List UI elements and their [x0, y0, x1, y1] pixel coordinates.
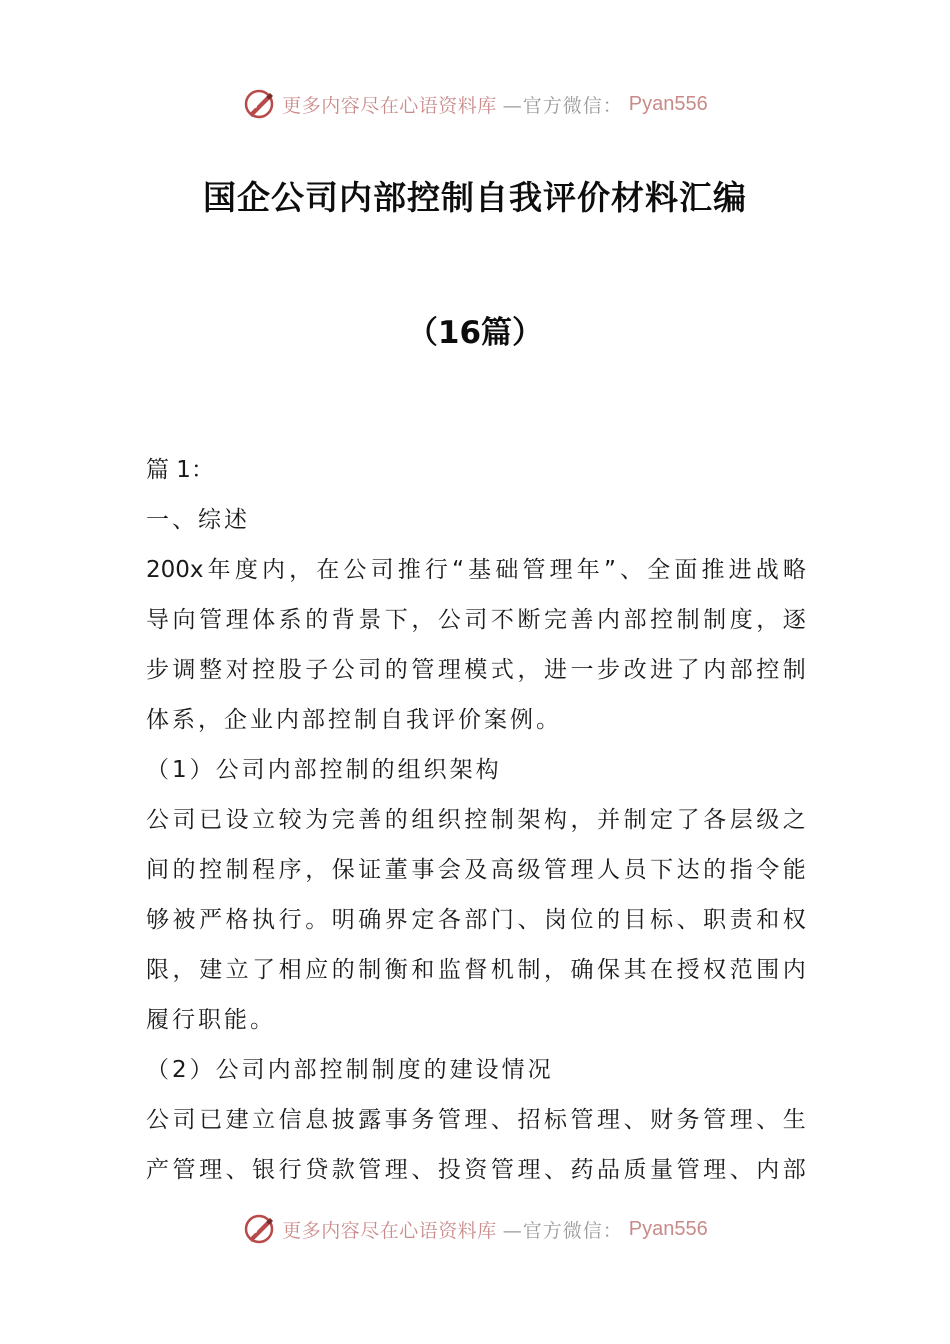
footer-watermark — [0, 1207, 950, 1251]
document-body — [146, 445, 806, 1195]
pen-circle-logo-icon — [242, 1212, 276, 1246]
paragraph-line: 限 ， 建 立 了 相 应 的 制 衡 和 监 督 机 制 ， 确 保 其 在 授 权 范 围 内 — [146, 957, 806, 983]
paragraph-line: 导 向 管 理 体 系 的 背 景 下 ， 公 司 不 断 完 善 内 部 控 制 制 度 ， 逐 — [146, 607, 806, 633]
section-heading: 一、综述 — [146, 507, 250, 533]
paragraph-line: 公 司 已 建 立 信 息 披 露 事 务 管 理 、 招 标 管 理 、 财 务 管 理 、 生 — [146, 1107, 806, 1133]
pen-circle-logo-icon — [242, 87, 276, 121]
watermark-wechat-id: Pyan556 — [628, 92, 708, 115]
watermark-wechat-id: Pyan556 — [628, 1217, 708, 1240]
watermark-brand-text: 更多内容尽在心语资料库 — [282, 94, 497, 117]
section-heading: 篇 1： — [146, 457, 214, 483]
subsection-heading: （1）公司内部控制的组织架构 — [146, 757, 502, 783]
document-title: 国企公司内部控制自我评价材料汇编 — [203, 178, 747, 217]
document-subtitle: （16篇） — [406, 315, 544, 351]
paragraph-line: 体系，企业内部控制自我评价案例。 — [146, 707, 562, 733]
paragraph-line: 够 被 严 格 执 行 。 明 确 界 定 各 部 门 、 岗 位 的 目 标 、 职 责 和 权 — [146, 907, 806, 933]
watermark-official-text: —官方微信： — [502, 94, 623, 117]
paragraph-line: 公 司 已 设 立 较 为 完 善 的 组 织 控 制 架 构 ， 并 制 定 了 各 层 级 之 — [146, 807, 806, 833]
subsection-heading: （2）公司内部控制制度的建设情况 — [146, 1057, 554, 1083]
paragraph-line: 200x 年 度 内 ， 在 公 司 推 行 “ 基 础 管 理 年 ” 、 全 面 推 进 战 略 — [146, 557, 806, 583]
paragraph-line: 间 的 控 制 程 序 ， 保 证 董 事 会 及 高 级 管 理 人 员 下 达 的 指 令 能 — [146, 857, 806, 883]
watermark-brand-text: 更多内容尽在心语资料库 — [282, 1219, 497, 1242]
paragraph-line: 履行职能。 — [146, 1007, 276, 1033]
watermark-official-text: —官方微信： — [502, 1219, 623, 1242]
header-watermark — [0, 82, 950, 126]
paragraph-line: 产 管 理 、 银 行 贷 款 管 理 、 投 资 管 理 、 药 品 质 量 管 理 、 内 部 — [146, 1157, 806, 1183]
paragraph-line: 步 调 整 对 控 股 子 公 司 的 管 理 模 式 ， 进 一 步 改 进 了 内 部 控 制 — [146, 657, 806, 683]
